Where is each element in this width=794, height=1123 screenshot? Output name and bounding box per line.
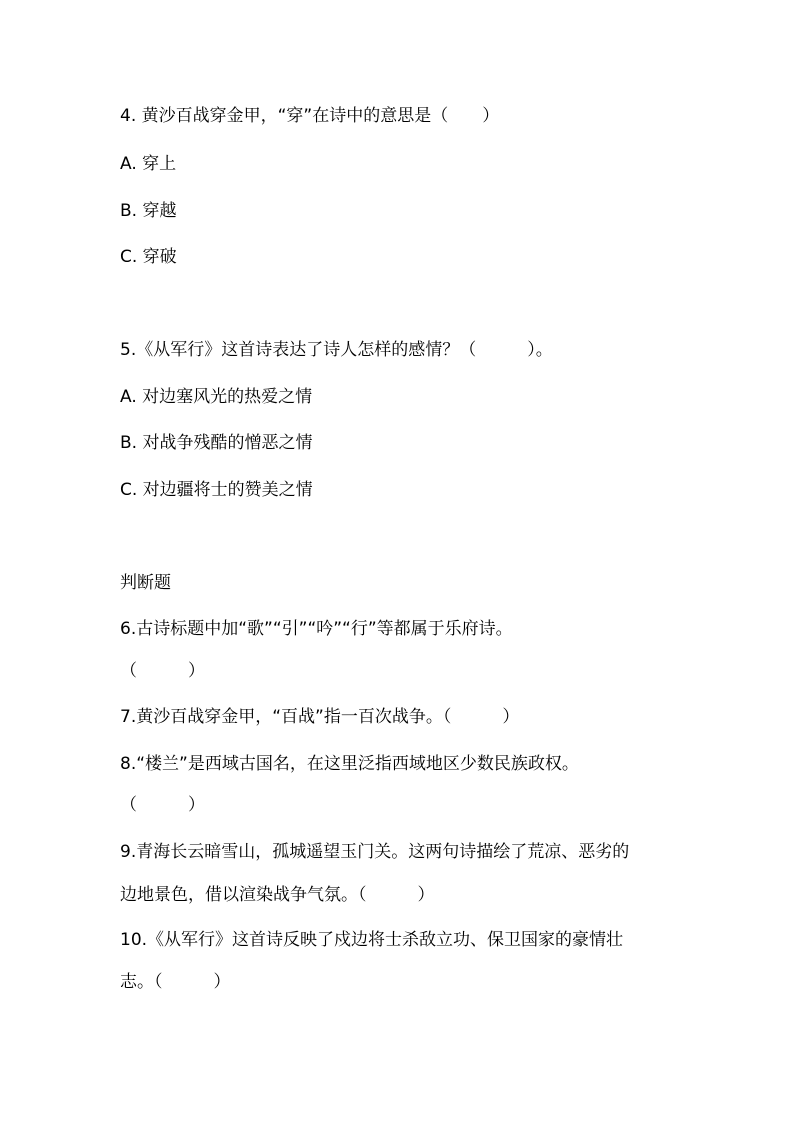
question-6-line-1: 6.古诗标题中加“歌”“引”“吟”“行”等都属于乐府诗。 bbox=[120, 619, 513, 639]
question-4-stem: 4. 黄沙百战穿金甲，“穿”在诗中的意思是（ ） bbox=[120, 106, 500, 126]
question-8-line-2: （ ） bbox=[120, 795, 205, 815]
section-heading-judgment: 判断题 bbox=[120, 573, 171, 593]
question-4-option-b: B. 穿越 bbox=[120, 201, 177, 221]
question-5-stem: 5.《从军行》这首诗表达了诗人怎样的感情？（ ）。 bbox=[120, 340, 553, 360]
question-5-option-a: A. 对边塞风光的热爱之情 bbox=[120, 387, 313, 407]
question-5-option-b: B. 对战争残酷的憎恶之情 bbox=[120, 433, 313, 453]
question-10-line-1: 10.《从军行》这首诗反映了戍边将士杀敌立功、保卫国家的豪情壮 bbox=[120, 930, 624, 950]
question-6-line-2: （ ） bbox=[120, 661, 205, 681]
question-10-line-2: 志。（ ） bbox=[120, 972, 231, 992]
question-9-line-2: 边地景色，借以渲染战争气氛。（ ） bbox=[120, 885, 435, 905]
question-4-option-a: A. 穿上 bbox=[120, 154, 177, 174]
question-9-line-1: 9.青海长云暗雪山，孤城遥望玉门关。这两句诗描绘了荒凉、恶劣的 bbox=[120, 842, 630, 862]
question-8-line-1: 8.“楼兰”是西域古国名，在这里泛指西域地区少数民族政权。 bbox=[120, 754, 579, 774]
question-7-line-1: 7.黄沙百战穿金甲，“百战”指一百次战争。（ ） bbox=[120, 707, 520, 727]
question-5-option-c: C. 对边疆将士的赞美之情 bbox=[120, 480, 313, 500]
question-4-option-c: C. 穿破 bbox=[120, 247, 177, 267]
